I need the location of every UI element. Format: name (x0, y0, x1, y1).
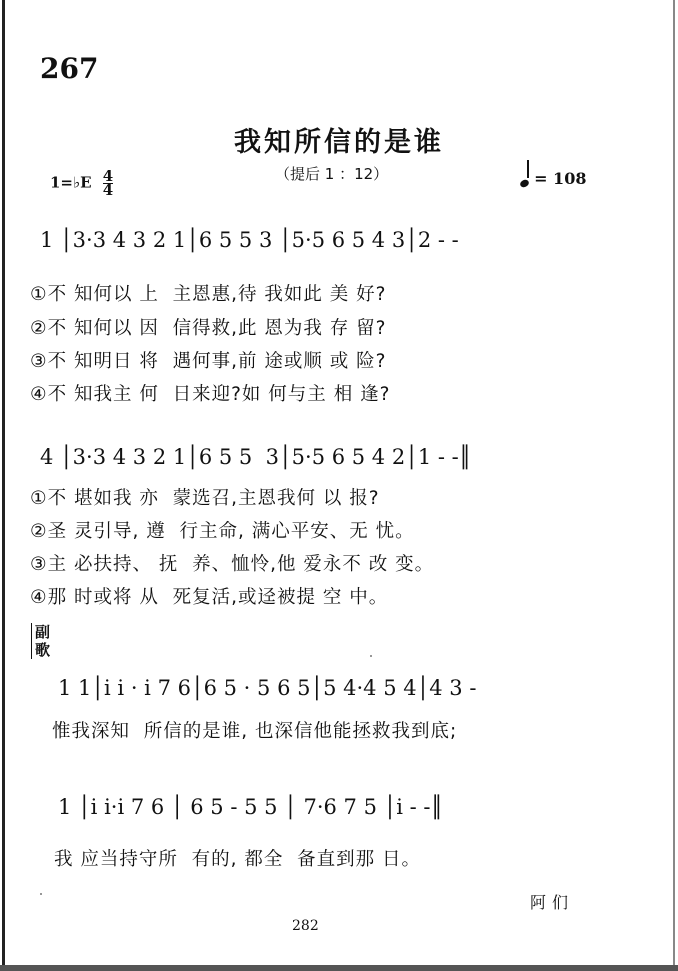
speck (40, 893, 42, 895)
key-signature (50, 167, 114, 199)
time-signature (102, 167, 114, 199)
verse-1-line-1: ①不 知何以 上 主恩惠,待 我如此 美 好? (30, 284, 387, 305)
verse-2-line-2: ②圣 灵引导, 遵 行主命, 满心平安、无 忧。 (30, 521, 415, 542)
verse-2-line-1: ②不 知何以 因 信得救,此 恩为我 存 留? (30, 318, 387, 339)
quarter-note-icon (519, 178, 530, 188)
speck (370, 655, 372, 657)
verse-1-line-2: ①不 堪如我 亦 蒙选召,主恩我何 以 报? (30, 488, 380, 509)
page-bottom-edge (0, 965, 678, 971)
page-number: 282 (292, 918, 319, 934)
chorus-lyrics-2: 我 应当持守所 有的, 都全 备直到那 日。 (54, 849, 422, 870)
hymn-title: 我知所信的是谁 (234, 127, 444, 158)
note-stem (527, 160, 529, 178)
music-line-4: 1 │i i·i 7 6 │ 6 5 - 5 5 │ 7·6 7 5 │i - -║ (58, 795, 444, 819)
hymn-number: 267 (40, 52, 99, 85)
tempo-marking (520, 166, 586, 188)
time-top: 4 (102, 167, 114, 185)
verse-4-line-1: ④不 知我主 何 日来迎?如 何与主 相 逢? (30, 384, 391, 405)
music-line-2: 4 │3·3 4 3 2 1│6 5 5 3│5·5 6 5 4 2│1 - -║ (40, 445, 472, 469)
verse-3-line-2: ③主 必扶持、 抚 养、恤怜,他 爱永不 改 变。 (30, 554, 435, 575)
verse-4-line-2: ④那 时或将 从 死复活,或迳被提 空 中。 (30, 587, 389, 608)
tempo-value: = 108 (534, 169, 587, 188)
key-label: 1=♭E (50, 173, 92, 192)
verse-3-line-1: ③不 知明日 将 遇何事,前 途或顺 或 险? (30, 351, 387, 372)
time-bottom: 4 (102, 181, 114, 199)
scripture-reference: （提后 1 ：12） (275, 165, 389, 183)
music-line-3: 1 1│i i · i 7 6│6 5 · 5 6 5│5 4·4 5 4│4 3 - (58, 676, 477, 700)
amen-text: 阿们 (530, 893, 575, 912)
chorus-lyrics-1: 惟我深知 所信的是谁, 也深信他能拯救我到底; (52, 721, 458, 742)
music-line-1: 1 │3·3 4 3 2 1│6 5 5 3 │5·5 6 5 4 3│2 - - (40, 228, 459, 252)
chorus-label: 副歌 (31, 623, 55, 659)
